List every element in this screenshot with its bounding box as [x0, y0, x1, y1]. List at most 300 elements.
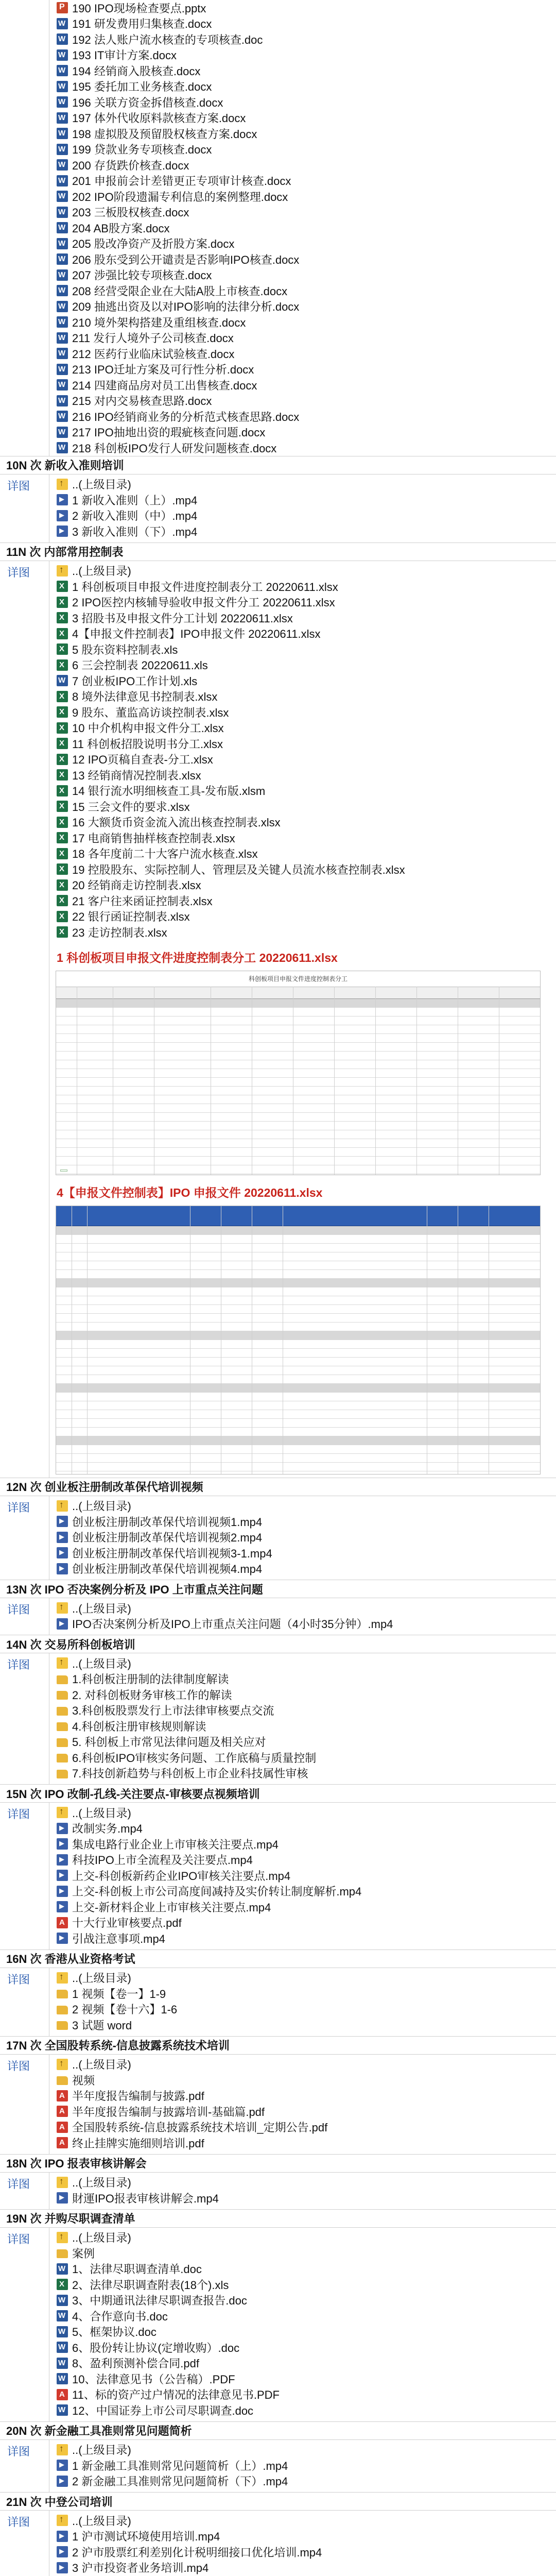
- file-name[interactable]: 2 新金融工具准则常见问题简析（下）.mp4: [72, 2475, 288, 2488]
- file-item[interactable]: [49, 673, 556, 689]
- file-name[interactable]: 5. 科创板上市常见法律问题及相关应对: [72, 1736, 266, 1749]
- file-name[interactable]: 17 电商销售抽样核查控制表.xlsx: [72, 832, 235, 845]
- file-name[interactable]: 16 大额货币资金流入流出核查控制表.xlsx: [72, 816, 281, 829]
- file-name[interactable]: 5 股东资料控制表.xls: [72, 643, 178, 656]
- detail-link[interactable]: 详图: [7, 2059, 30, 2073]
- file-item[interactable]: [49, 2135, 556, 2151]
- file-name[interactable]: 创业板注册制改革保代培训视频2.mp4: [72, 1531, 263, 1545]
- parent-dir-link[interactable]: [49, 1970, 556, 1986]
- file-name[interactable]: 创业板注册制改革保代培训视频3-1.mp4: [72, 1547, 272, 1560]
- file-name[interactable]: 2 视频【卷十六】1-6: [72, 2003, 178, 2016]
- folder-item[interactable]: [49, 1986, 556, 2002]
- spreadsheet-row: [56, 1471, 540, 1475]
- file-name[interactable]: 科技IPO上市全流程及关注要点.mp4: [72, 1854, 253, 1867]
- parent-dir-link[interactable]: [49, 2175, 556, 2191]
- section-title: 11N 次 内部常用控制表: [6, 546, 124, 558]
- file-name[interactable]: 214 四建商品房对员工出售核查.docx: [72, 379, 257, 392]
- file-item[interactable]: [49, 377, 546, 393]
- file-item[interactable]: [49, 157, 546, 173]
- file-item[interactable]: [49, 1852, 556, 1868]
- up-folder-icon: [57, 1657, 68, 1669]
- file-item[interactable]: [49, 31, 546, 47]
- file-name[interactable]: 208 经营受限企业在大陆A股上市核查.docx: [72, 284, 288, 298]
- file-name[interactable]: 215 对内交易核查思路.docx: [72, 395, 212, 408]
- file-name[interactable]: 终止挂牌实施细则培训.pdf: [72, 2137, 204, 2150]
- file-item[interactable]: [49, 689, 556, 705]
- file-item[interactable]: [49, 2120, 556, 2136]
- parent-dir-link[interactable]: [49, 2442, 556, 2458]
- file-item[interactable]: [49, 1915, 556, 1931]
- file-name[interactable]: 十大行业审核要点.pdf: [72, 1917, 182, 1930]
- file-name[interactable]: 视频: [72, 2074, 95, 2087]
- file-item[interactable]: [49, 2387, 556, 2403]
- file-name[interactable]: 1 新金融工具准则常见问题简析（上）.mp4: [72, 2459, 288, 2472]
- spreadsheet-row: [56, 1428, 540, 1436]
- spreadsheet-row: [56, 1016, 540, 1025]
- excel-file-icon: [57, 628, 68, 639]
- file-item[interactable]: [49, 251, 546, 267]
- file-item[interactable]: [49, 2355, 556, 2371]
- file-item[interactable]: [49, 846, 556, 862]
- file-name[interactable]: 全国股转系统-信息披露系统技术培训_定期公告.pdf: [72, 2121, 328, 2134]
- excel-file-icon: [57, 643, 68, 655]
- file-name[interactable]: 199 贷款业务专项核查.docx: [72, 143, 212, 157]
- file-item[interactable]: [49, 752, 556, 768]
- file-name[interactable]: 1、法律尽职调查清单.doc: [72, 2263, 202, 2276]
- file-name[interactable]: 3 试题 word: [72, 2019, 132, 2032]
- file-item[interactable]: [49, 267, 546, 283]
- section-file-list: [49, 2173, 556, 2209]
- file-name[interactable]: 6.科创板IPO审核实务问题、工作底稿与质量控制: [72, 1751, 317, 1765]
- file-item[interactable]: [49, 2473, 556, 2489]
- word-file-icon: [57, 222, 68, 233]
- spreadsheet-row: [56, 1235, 540, 1244]
- file-name[interactable]: 191 研发费用归集核查.docx: [72, 18, 212, 31]
- folder-item[interactable]: [49, 1687, 556, 1703]
- file-item[interactable]: [49, 126, 546, 142]
- file-name[interactable]: 206 股东受到公开谴责是否影响IPO核查.docx: [72, 253, 300, 266]
- grid-line: [375, 987, 376, 1175]
- section: [0, 2421, 556, 2493]
- spreadsheet-row: [56, 1375, 540, 1384]
- excel-file-icon: [57, 832, 68, 843]
- file-item[interactable]: [49, 79, 546, 95]
- detail-link[interactable]: 详图: [7, 2232, 30, 2246]
- file-name[interactable]: ..(上级目录): [72, 1657, 131, 1670]
- file-name[interactable]: 193 IT审计方案.docx: [72, 49, 177, 62]
- spreadsheet-row: [56, 1349, 540, 1358]
- detail-link[interactable]: 详图: [7, 1501, 30, 1514]
- file-name[interactable]: IPO否决案例分析及IPO上市重点关注问题（4小时35分钟）.mp4: [72, 1618, 393, 1631]
- file-name[interactable]: 11、标的资产过户情况的法律意见书.PDF: [72, 2388, 280, 2402]
- file-name[interactable]: 194 经销商入股核查.docx: [72, 64, 201, 78]
- file-item[interactable]: [49, 1616, 556, 1632]
- file-name[interactable]: ..(上级目录): [72, 2444, 131, 2457]
- parent-dir-link[interactable]: [49, 1600, 556, 1616]
- detail-link[interactable]: 详图: [7, 1658, 30, 1671]
- file-item[interactable]: [49, 0, 546, 16]
- video-file-icon: [57, 2531, 68, 2542]
- file-name[interactable]: 2 新收入准则（中）.mp4: [72, 510, 198, 523]
- file-item[interactable]: [49, 1930, 556, 1946]
- file-name[interactable]: 4、合作意向书.doc: [72, 2310, 168, 2323]
- file-name[interactable]: 9 股东、董监高访谈控制表.xlsx: [72, 706, 229, 719]
- file-item[interactable]: [49, 877, 556, 893]
- file-name[interactable]: ..(上级目录): [72, 2176, 131, 2190]
- file-item[interactable]: [49, 425, 546, 440]
- file-item[interactable]: [49, 1530, 556, 1546]
- file-name[interactable]: 12 IPO页稿自查表-分工.xlsx: [72, 753, 213, 767]
- file-item[interactable]: [49, 47, 546, 63]
- word-file-icon: [57, 175, 68, 187]
- file-name[interactable]: ..(上级目录): [72, 1602, 131, 1615]
- word-file-icon: [57, 395, 68, 406]
- folder-item[interactable]: [49, 2072, 556, 2088]
- file-name[interactable]: 211 发行人境外子公司核查.docx: [72, 332, 234, 345]
- section: [0, 2492, 556, 2576]
- folder-item[interactable]: [49, 1671, 556, 1687]
- file-name[interactable]: 10 中介机构申报文件分工.xlsx: [72, 722, 224, 735]
- file-item[interactable]: [49, 783, 556, 799]
- file-name[interactable]: 7 创业板IPO工作计划.xls: [72, 674, 198, 688]
- file-name[interactable]: 2 沪市股票红利差别化计税明细接口优化培训.mp4: [72, 2546, 322, 2559]
- spreadsheet-header-row: [56, 1206, 540, 1226]
- file-item[interactable]: [49, 626, 556, 642]
- video-file-icon: [57, 1563, 68, 1574]
- file-item[interactable]: [49, 2340, 556, 2355]
- folder-item[interactable]: [49, 1703, 556, 1719]
- file-name[interactable]: ..(上级目录): [72, 1806, 131, 1820]
- file-item[interactable]: [49, 799, 556, 815]
- file-name[interactable]: 197 体外代收原料款核查方案.docx: [72, 112, 246, 125]
- file-name[interactable]: 2、法律尽职调查附表(18个).xls: [72, 2278, 229, 2292]
- file-name[interactable]: 6、股份转让协议(定增收购）.doc: [72, 2341, 240, 2354]
- file-item[interactable]: [49, 330, 546, 346]
- excel-file-icon: [57, 691, 68, 702]
- file-item[interactable]: [49, 579, 556, 595]
- file-name[interactable]: 4.科创板注册审核规则解读: [72, 1720, 206, 1733]
- parent-dir-link[interactable]: [49, 1655, 556, 1671]
- spreadsheet-row: [56, 999, 540, 1008]
- up-folder-icon: [57, 2444, 68, 2455]
- video-file-icon: [57, 1823, 68, 1834]
- file-item[interactable]: [49, 2458, 556, 2473]
- file-name[interactable]: ..(上级目录): [72, 1972, 131, 1985]
- file-item[interactable]: [49, 2324, 556, 2340]
- file-item[interactable]: [49, 720, 556, 736]
- section-title: 17N 次 全国股转系统-信息披露系统技术培训: [6, 2039, 230, 2052]
- file-name[interactable]: 15 三会文件的要求.xlsx: [72, 800, 190, 814]
- section-title: 16N 次 香港从业资格考试: [6, 1953, 135, 1965]
- section-file-list: [49, 561, 556, 1478]
- folder-item[interactable]: [49, 1734, 556, 1750]
- file-name[interactable]: 13 经销商情况控制表.xlsx: [72, 769, 201, 782]
- file-item[interactable]: [49, 736, 556, 752]
- file-name[interactable]: 210 境外架构搭建及重组核查.docx: [72, 316, 246, 329]
- section-title: 14N 次 交易所科创板培训: [6, 1638, 135, 1651]
- file-item[interactable]: [49, 909, 556, 925]
- video-file-icon: [57, 1516, 68, 1527]
- spreadsheet-row: [56, 1305, 540, 1314]
- file-item[interactable]: [49, 1545, 556, 1561]
- file-item[interactable]: [49, 610, 556, 626]
- parent-dir-link[interactable]: [49, 2230, 556, 2246]
- excel-file-icon: [57, 722, 68, 734]
- file-item[interactable]: [49, 2402, 556, 2418]
- folder-item[interactable]: [49, 2002, 556, 2018]
- word-file-icon: [57, 675, 68, 686]
- file-name[interactable]: 创业板注册制改革保代培训视频1.mp4: [72, 1515, 263, 1529]
- file-name[interactable]: 上交-科创板新药企业IPO审核关注要点.mp4: [72, 1869, 291, 1883]
- file-name[interactable]: 改制实务.mp4: [72, 1822, 143, 1836]
- file-item[interactable]: [49, 924, 556, 940]
- file-name[interactable]: 半年度报告编制与披露培训-基础篇.pdf: [72, 2105, 265, 2119]
- excel-file-icon: [57, 612, 68, 623]
- word-file-icon: [57, 96, 68, 108]
- section-body: [0, 1598, 556, 1635]
- section-body: [0, 2227, 556, 2421]
- file-item[interactable]: [49, 189, 546, 205]
- file-item[interactable]: [49, 523, 556, 539]
- file-item[interactable]: [49, 362, 546, 378]
- file-name[interactable]: 3.科创板股票发行上市法律审核要点交流: [72, 1704, 274, 1718]
- file-name[interactable]: 1 科创板项目申报文件进度控制表分工 20220611.xlsx: [72, 580, 338, 594]
- folder-item[interactable]: [49, 1718, 556, 1734]
- file-item[interactable]: [49, 205, 546, 221]
- file-item[interactable]: [49, 2529, 556, 2545]
- up-folder-icon: [57, 1602, 68, 1614]
- file-name[interactable]: 195 委托加工业务核查.docx: [72, 80, 212, 94]
- file-item[interactable]: [49, 236, 546, 252]
- detail-link[interactable]: 详图: [7, 1603, 30, 1616]
- word-file-icon: [57, 379, 68, 391]
- video-file-icon: [57, 2192, 68, 2204]
- file-item[interactable]: [49, 815, 556, 831]
- file-item[interactable]: [49, 220, 546, 236]
- file-item[interactable]: [49, 409, 546, 425]
- file-name[interactable]: 3 沪市投资者业务培训.mp4: [72, 2562, 209, 2575]
- file-name[interactable]: 1 视频【卷一】1-9: [72, 1987, 166, 2001]
- spreadsheet-row: [56, 1323, 540, 1331]
- file-name[interactable]: 上交-新材料企业上市审核关注要点.mp4: [72, 1901, 271, 1914]
- video-file-icon: [57, 1838, 68, 1850]
- file-name[interactable]: 207 涉强比较专项核查.docx: [72, 269, 212, 282]
- folder-item[interactable]: [49, 2017, 556, 2033]
- file-name[interactable]: 5、框架协议.doc: [72, 2326, 157, 2339]
- file-item[interactable]: [49, 16, 546, 32]
- file-name[interactable]: 引战注意事项.mp4: [72, 1932, 165, 1945]
- file-item[interactable]: [49, 2261, 556, 2277]
- word-file-icon: [57, 159, 68, 171]
- file-name[interactable]: 10、法律意见书（公告稿）.PDF: [72, 2372, 235, 2386]
- word-file-icon: [57, 2373, 68, 2384]
- file-item[interactable]: [49, 641, 556, 657]
- parent-dir-link[interactable]: [49, 563, 556, 579]
- file-item[interactable]: [49, 861, 556, 877]
- folder-icon: [57, 1722, 68, 1731]
- section-body: [0, 2054, 556, 2154]
- file-item[interactable]: [49, 1821, 556, 1837]
- file-name[interactable]: 1 沪市测试环境使用培训.mp4: [72, 2530, 220, 2544]
- spreadsheet-header-row: [56, 987, 540, 999]
- file-name[interactable]: 213 IPO迁址方案及可行性分析.docx: [72, 363, 254, 377]
- file-name[interactable]: ..(上级目录): [72, 1500, 131, 1513]
- spreadsheet-row: [56, 1340, 540, 1349]
- file-name[interactable]: 创业板注册制改革保代培训视频4.mp4: [72, 1563, 263, 1576]
- file-item[interactable]: [49, 173, 546, 189]
- file-item[interactable]: [49, 142, 546, 158]
- detail-link[interactable]: 详图: [7, 1973, 30, 1986]
- file-item[interactable]: [49, 657, 556, 673]
- file-name[interactable]: 196 关联方资金拆借核查.docx: [72, 96, 223, 109]
- file-name[interactable]: ..(上级目录): [72, 2231, 131, 2245]
- parent-dir-link[interactable]: [49, 1498, 556, 1514]
- file-name[interactable]: 18 各年度前二十大客户流水核查.xlsx: [72, 848, 258, 861]
- file-item[interactable]: [49, 492, 556, 508]
- file-item[interactable]: [49, 704, 556, 720]
- file-name[interactable]: ..(上级目录): [72, 565, 131, 578]
- parent-dir-link[interactable]: [49, 477, 556, 493]
- file-item[interactable]: [49, 830, 556, 846]
- file-name[interactable]: 6 三会控制表 20220611.xls: [72, 659, 208, 672]
- file-item[interactable]: [49, 110, 546, 126]
- file-name[interactable]: 2 IPO医控内核辅导验收申报文件分工 20220611.xlsx: [72, 596, 335, 609]
- file-item[interactable]: [49, 1884, 556, 1900]
- file-name[interactable]: 203 三板股权核查.docx: [72, 206, 189, 219]
- file-name[interactable]: 216 IPO经销商业务的分析范式核查思路.docx: [72, 410, 300, 423]
- video-file-icon: [57, 1870, 68, 1881]
- file-item[interactable]: [49, 595, 556, 611]
- section-title: 10N 次 新收入准则培训: [6, 459, 124, 472]
- file-item[interactable]: [49, 2104, 556, 2120]
- file-name[interactable]: 202 IPO阶段遗漏专利信息的案例整理.docx: [72, 190, 288, 204]
- file-name[interactable]: 3 招股书及申报文件分工计划 20220611.xlsx: [72, 612, 293, 625]
- file-name[interactable]: 上交-科创板上市公司高度间减持及实价转让制度解析.mp4: [72, 1885, 362, 1899]
- file-item[interactable]: [49, 63, 546, 79]
- file-name[interactable]: 14 银行流水明细核查工具-发布版.xlsm: [72, 785, 266, 798]
- detail-link[interactable]: 详图: [7, 2177, 30, 2191]
- file-name[interactable]: 20 经销商走访控制表.xlsx: [72, 879, 201, 892]
- file-item[interactable]: [49, 299, 546, 315]
- file-item[interactable]: [49, 1899, 556, 1915]
- file-name[interactable]: 21 客户往来函证控制表.xlsx: [72, 894, 213, 908]
- file-name[interactable]: 半年度报告编制与披露.pdf: [72, 2090, 204, 2103]
- section: [0, 1580, 556, 1635]
- file-name[interactable]: ..(上级目录): [72, 478, 131, 492]
- file-name[interactable]: 4【申报文件控制表】IPO申报文件 20220611.xlsx: [72, 628, 321, 641]
- file-name[interactable]: 205 股改净资产及折股方案.docx: [72, 238, 235, 251]
- file-name[interactable]: 204 AB股方案.docx: [72, 222, 170, 235]
- file-name[interactable]: 12、中国证券上市公司尽职调查.doc: [72, 2404, 254, 2417]
- file-item[interactable]: [49, 2544, 556, 2560]
- file-name[interactable]: 財運IPO报表审核讲解会.mp4: [72, 2192, 219, 2205]
- file-name[interactable]: 200 存货跌价核查.docx: [72, 159, 189, 172]
- spreadsheet-row: [56, 1078, 540, 1087]
- spreadsheet-preview-image: [56, 971, 541, 1175]
- file-name[interactable]: 集成电路行业企业上市审核关注要点.mp4: [72, 1838, 279, 1851]
- file-name[interactable]: 案例: [72, 2247, 95, 2260]
- folder-item[interactable]: [49, 2245, 556, 2261]
- detail-link[interactable]: 详图: [7, 2445, 30, 2458]
- section-file-list: [49, 2055, 556, 2154]
- file-item[interactable]: [49, 2560, 556, 2576]
- detail-link[interactable]: 详图: [7, 566, 30, 579]
- file-name[interactable]: 212 医药行业临床试验核查.docx: [72, 347, 235, 361]
- file-name[interactable]: 7.科技创新趋势与科创板上市企业科技属性审核: [72, 1767, 308, 1781]
- parent-dir-link[interactable]: [49, 1805, 556, 1821]
- word-file-icon: [57, 364, 68, 375]
- file-item[interactable]: [49, 393, 546, 409]
- file-item[interactable]: [49, 283, 546, 299]
- parent-dir-link[interactable]: [49, 2513, 556, 2529]
- spreadsheet-row: [56, 1157, 540, 1165]
- spreadsheet-row: [56, 1025, 540, 1034]
- file-name[interactable]: 2. 对科创板财务审核工作的解读: [72, 1688, 232, 1702]
- file-name[interactable]: 217 IPO抽地出资的瑕疵核查问题.docx: [72, 426, 266, 439]
- file-item[interactable]: [49, 508, 556, 524]
- detail-link[interactable]: 详图: [7, 2516, 30, 2529]
- folder-item[interactable]: [49, 1766, 556, 1782]
- file-name[interactable]: ..(上级目录): [72, 2514, 131, 2528]
- file-name[interactable]: 192 法人账户流水核查的专项核查.doc: [72, 33, 263, 46]
- file-name[interactable]: 1.科创板注册制的法律制度解读: [72, 1673, 229, 1686]
- section-file-list: [49, 474, 556, 543]
- file-name[interactable]: 8、盈利预测补偿合同.pdf: [72, 2357, 199, 2370]
- file-item[interactable]: [49, 893, 556, 909]
- up-folder-icon: [57, 479, 68, 490]
- folder-icon: [57, 1754, 68, 1762]
- file-name[interactable]: 23 走访控制表.xlsx: [72, 926, 167, 939]
- file-item[interactable]: [49, 1561, 556, 1577]
- file-item[interactable]: [49, 1836, 556, 1852]
- file-item[interactable]: [49, 2371, 556, 2387]
- file-name[interactable]: 201 申报前会计差错更正专项审计核查.docx: [72, 175, 291, 188]
- file-name[interactable]: 218 科创板IPO发行人研发问题核查.docx: [72, 442, 277, 455]
- file-item[interactable]: [49, 2088, 556, 2104]
- file-item[interactable]: [49, 440, 546, 456]
- file-name[interactable]: 3、中期通讯法律尽职调查报告.doc: [72, 2294, 247, 2308]
- file-name[interactable]: 198 虚拟股及预留股权核查方案.docx: [72, 127, 257, 141]
- file-name[interactable]: 11 科创板招股说明书分工.xlsx: [72, 737, 223, 751]
- file-item[interactable]: [49, 314, 546, 330]
- file-name[interactable]: 3 新收入准则（下）.mp4: [72, 525, 198, 538]
- folder-item[interactable]: [49, 1750, 556, 1766]
- file-item[interactable]: [49, 2277, 556, 2293]
- file-item[interactable]: [49, 1514, 556, 1530]
- file-item[interactable]: [49, 767, 556, 783]
- file-name[interactable]: ..(上级目录): [72, 2058, 131, 2072]
- file-item[interactable]: [49, 346, 546, 362]
- file-item[interactable]: [49, 2293, 556, 2309]
- word-file-icon: [57, 238, 68, 249]
- file-name[interactable]: 22 银行函证控制表.xlsx: [72, 910, 190, 924]
- file-name[interactable]: 8 境外法律意见书控制表.xlsx: [72, 690, 218, 704]
- parent-dir-link[interactable]: [49, 2057, 556, 2073]
- file-item[interactable]: [49, 2308, 556, 2324]
- file-name[interactable]: 19 控股股东、实际控制人、管理层及关键人员流水核查控制表.xlsx: [72, 863, 405, 876]
- file-item[interactable]: [49, 2190, 556, 2206]
- detail-link[interactable]: 详图: [7, 1808, 30, 1821]
- excel-file-icon: [57, 597, 68, 608]
- file-item[interactable]: [49, 1868, 556, 1884]
- file-name[interactable]: 1 新收入准则（上）.mp4: [72, 494, 198, 507]
- spreadsheet-title: 科创板项目申报文件进度控制表分工: [56, 971, 540, 987]
- file-name[interactable]: 190 IPO现场检查要点.pptx: [72, 2, 206, 15]
- detail-link[interactable]: 详图: [7, 479, 30, 493]
- file-item[interactable]: [49, 94, 546, 110]
- file-name[interactable]: 209 抽逃出资及以对IPO影响的法律分析.docx: [72, 300, 300, 314]
- pdf-file-icon: [57, 2106, 68, 2117]
